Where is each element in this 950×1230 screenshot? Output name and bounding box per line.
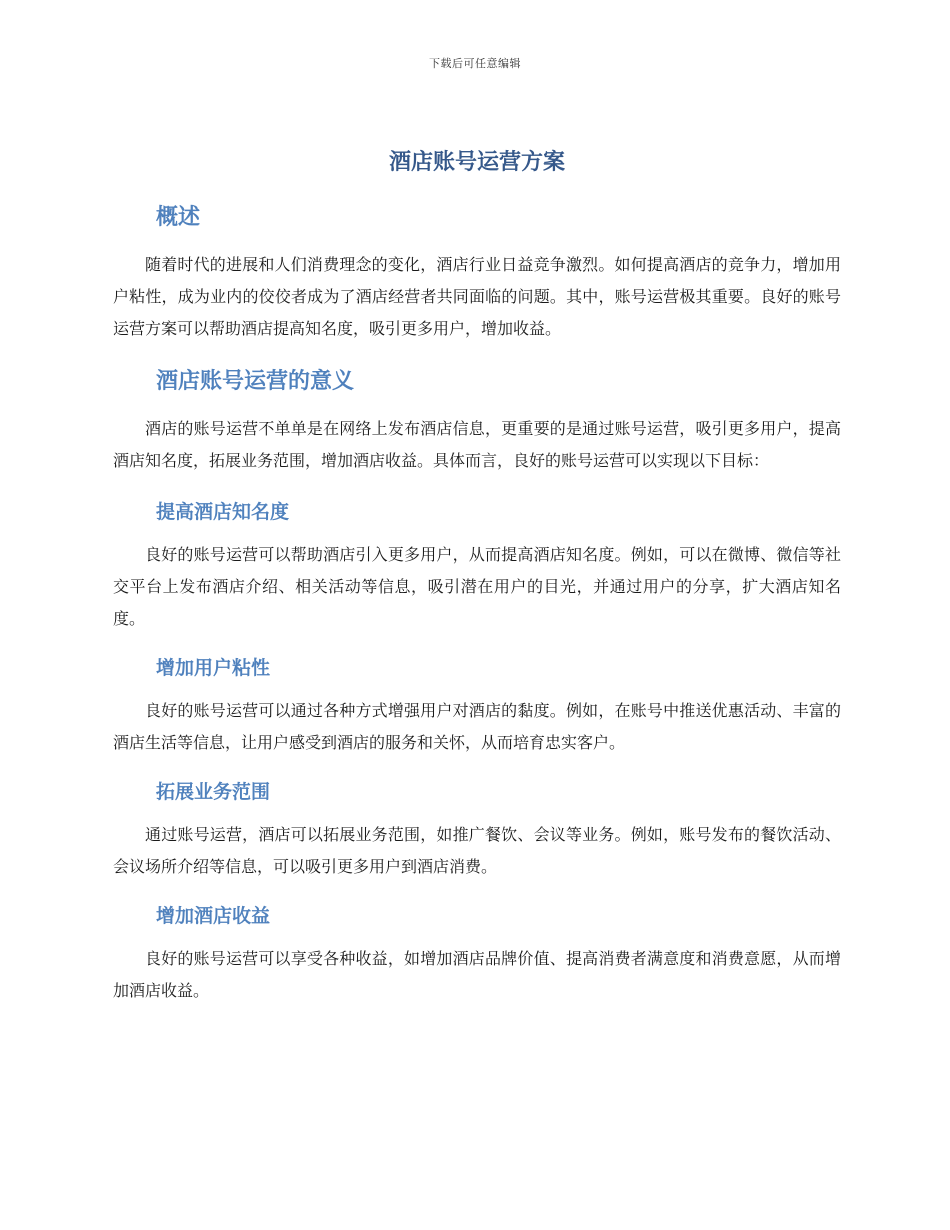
subsection-business-scope	[113, 777, 841, 883]
subsection-heading: 增加酒店收益	[156, 905, 271, 927]
subsection-paragraph: 良好的账号运营可以享受各种收益，如增加酒店品牌价值、提高消费者满意度和消费意愿，从而增加酒店收益。	[113, 949, 841, 1000]
subsection-heading: 增加用户粘性	[156, 657, 271, 679]
subsection-paragraph: 良好的账号运营可以通过各种方式增强用户对酒店的黏度。例如，在账号中推送优惠活动、丰富的酒店生活等信息，让用户感受到酒店的服务和关怀，从而培育忠实客户。	[113, 701, 841, 752]
section-overview	[113, 201, 841, 345]
subsection-heading: 拓展业务范围	[156, 781, 271, 803]
subsection-heading: 提高酒店知名度	[156, 501, 290, 523]
subsection-user-stickiness	[113, 653, 841, 759]
subsection-brand-awareness	[113, 497, 841, 635]
section-heading: 概述	[156, 205, 201, 230]
section-heading: 酒店账号运营的意义	[156, 369, 355, 394]
subsection-paragraph: 通过账号运营，酒店可以拓展业务范围，如推广餐饮、会议等业务。例如，账号发布的餐饮活动、会议场所介绍等信息，可以吸引更多用户到酒店消费。	[113, 825, 841, 876]
subsection-paragraph: 良好的账号运营可以帮助酒店引入更多用户，从而提高酒店知名度。例如，可以在微博、微信等社交平台上发布酒店介绍、相关活动等信息，吸引潜在用户的目光，并通过用户的分享，扩大酒店知名度。	[113, 545, 841, 628]
section-significance	[113, 365, 841, 477]
section-paragraph: 酒店的账号运营不单单是在网络上发布酒店信息，更重要的是通过账号运营，吸引更多用户，提高酒店知名度，拓展业务范围，增加酒店收益。具体而言，良好的账号运营可以实现以下目标：	[113, 419, 841, 470]
subsection-revenue	[113, 901, 841, 1007]
page-header-note: 下载后可任意编辑	[429, 57, 521, 70]
document-body	[113, 143, 841, 1025]
section-paragraph: 随着时代的进展和人们消费理念的变化，酒店行业日益竞争激烈。如何提高酒店的竞争力，增加用户粘性，成为业内的佼佼者成为了酒店经营者共同面临的问题。其中，账号运营极其重要。良好的账号运营方案可以帮助酒店提高知名度，吸引更多用户，增加收益。	[113, 255, 841, 338]
document-title: 酒店账号运营方案	[388, 150, 565, 175]
